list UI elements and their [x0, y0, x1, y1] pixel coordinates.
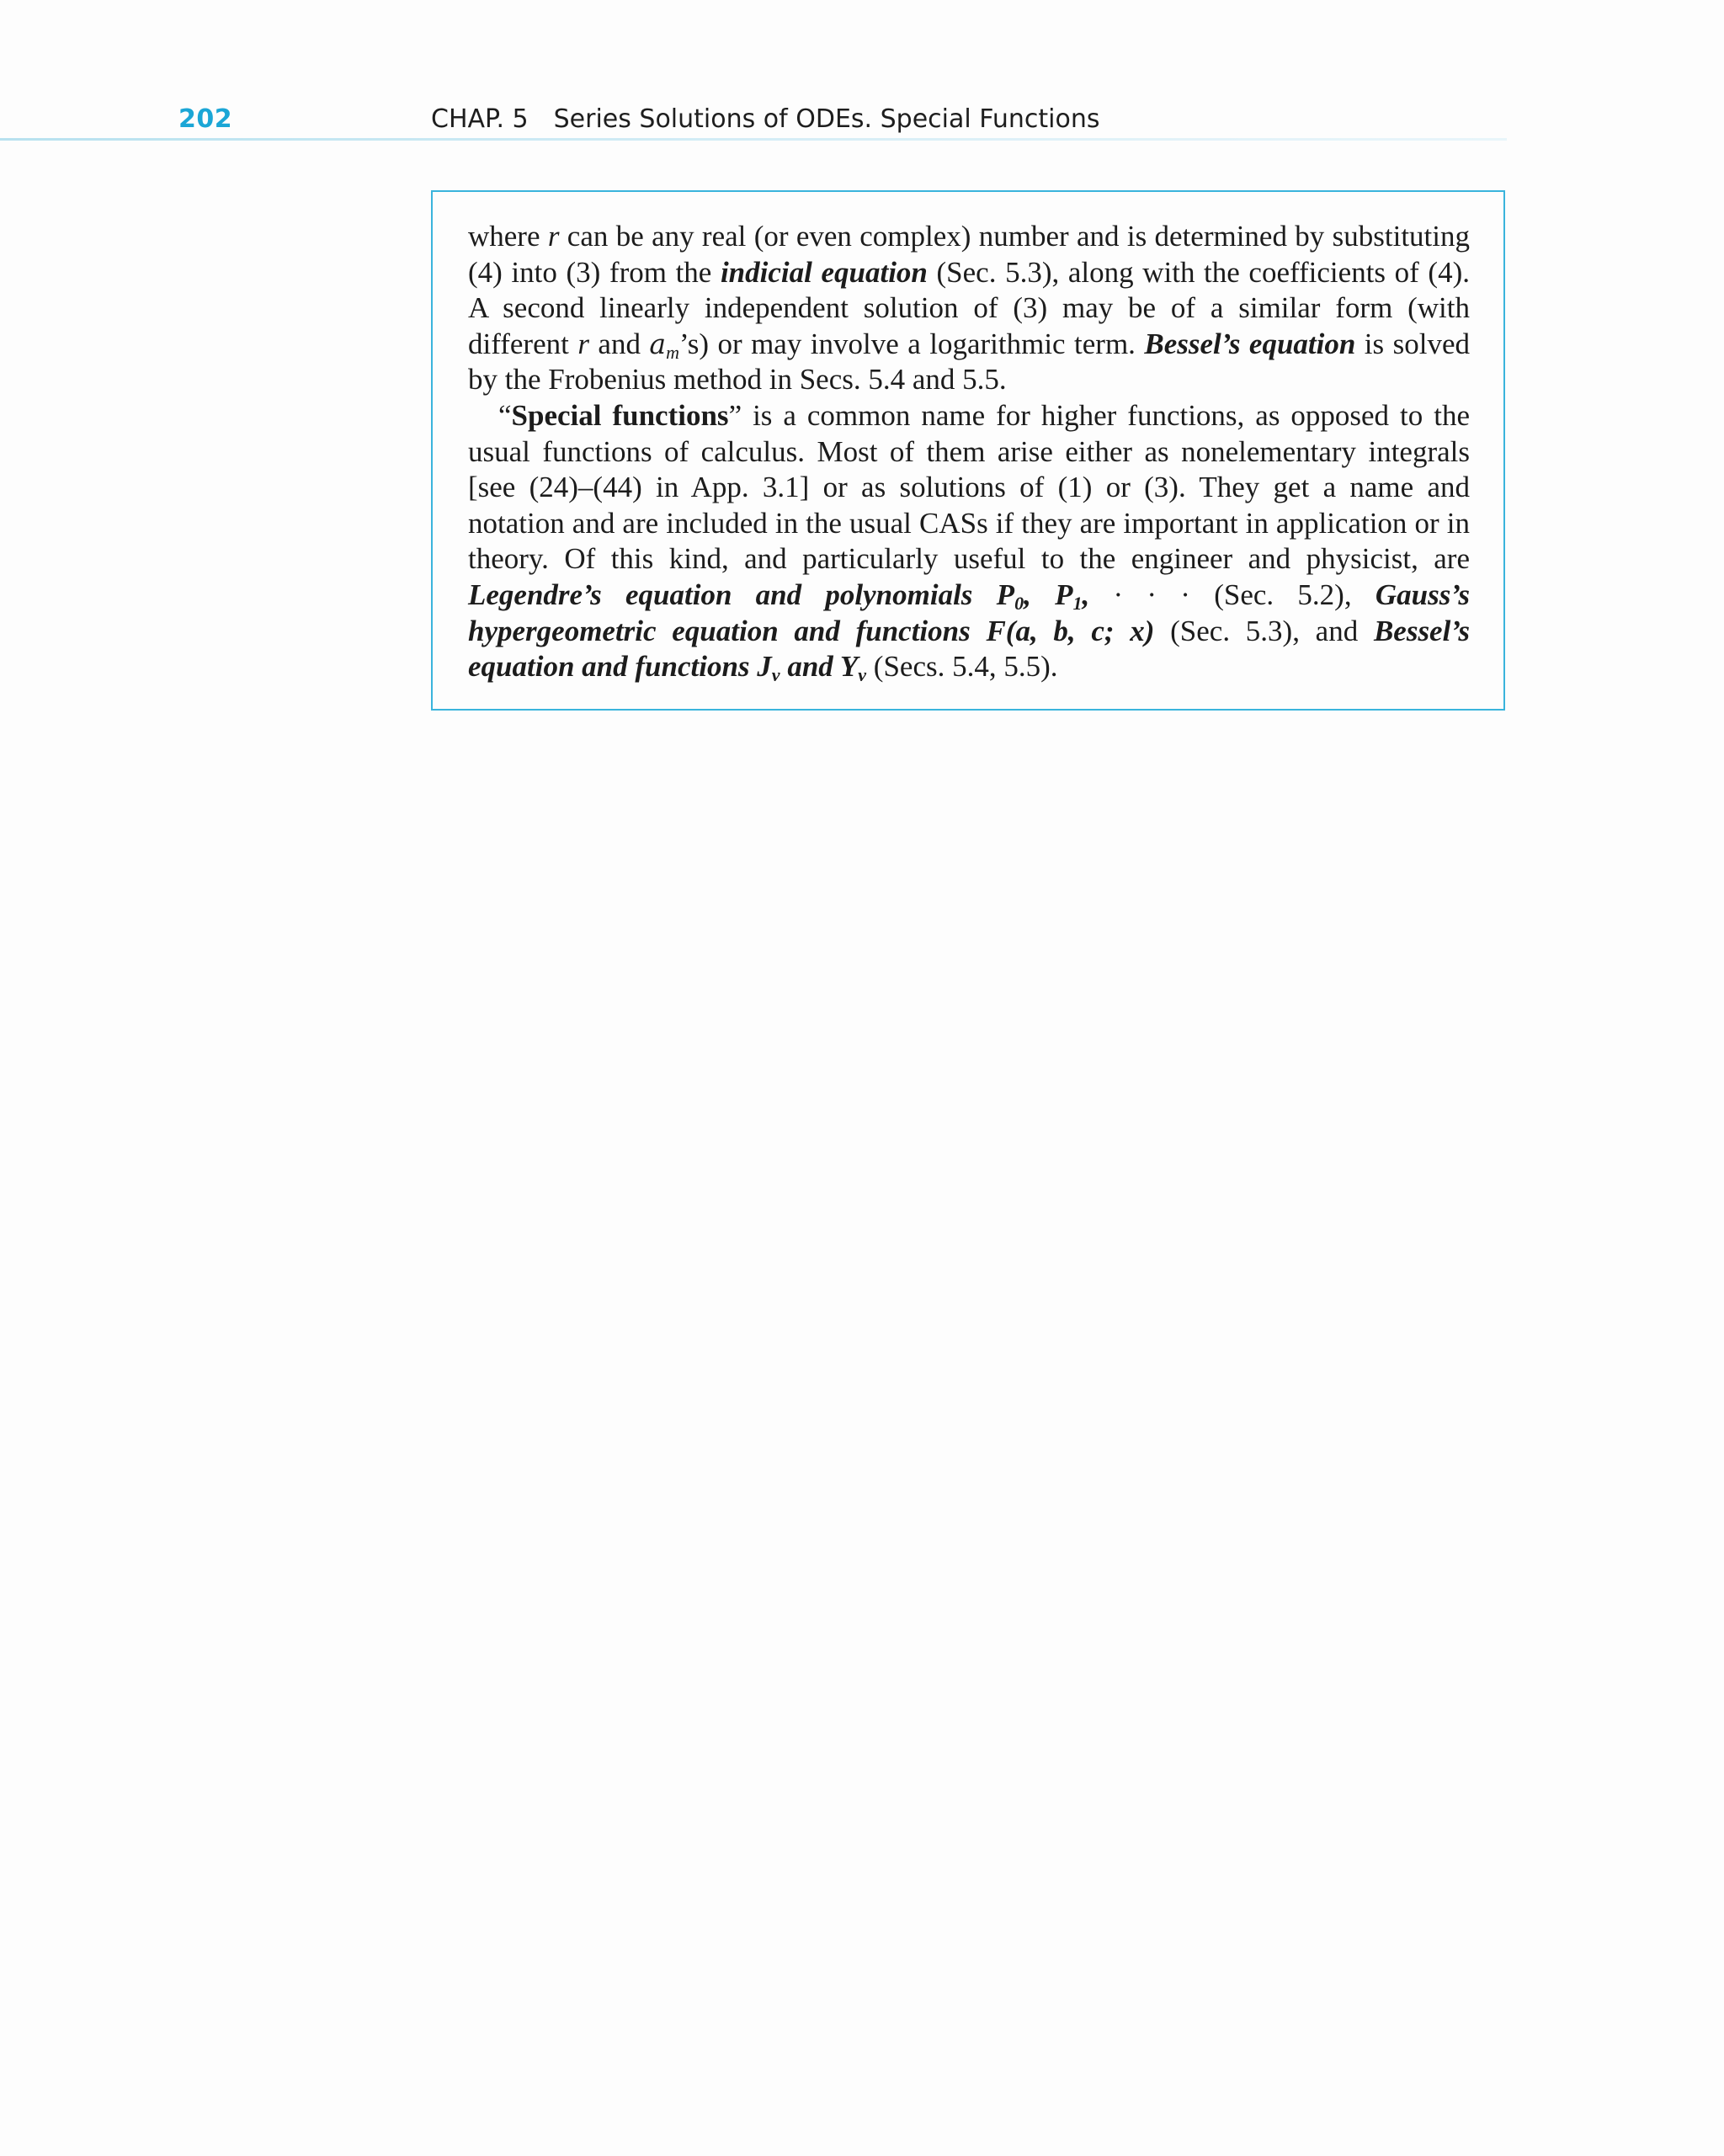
chapter-label: CHAP. 5	[431, 104, 529, 134]
subscript: ν	[771, 664, 780, 686]
ellipsis: · · ·	[1113, 578, 1190, 611]
text: can be any real (or even complex) number and is determined by substituting (4) into (3) from the	[468, 220, 1470, 289]
text: and Y	[780, 650, 859, 684]
text: (Sec. 5.2),	[1189, 578, 1375, 611]
text: Legendre’s equation and polynomials P	[468, 578, 1015, 611]
subscript: 1	[1072, 592, 1083, 614]
term-gauss: Gauss’s hypergeometric equation and functions F(a, b, c; x)	[468, 578, 1470, 647]
running-head	[431, 104, 1099, 134]
term-indicial-equation: indicial equation	[720, 255, 928, 289]
math-a: a	[649, 327, 667, 360]
text: , P	[1024, 578, 1073, 611]
text: (Sec. 5.3), and	[1154, 614, 1374, 647]
text: (Sec. 5.3), along with the coefficients of (4). A second linearly independent solution of (3) may be of a similar form (with different	[468, 255, 1470, 360]
text: Bessel’s equation and functions J	[468, 614, 1470, 684]
subscript: ν	[858, 664, 867, 686]
text: ” is a common name for higher functions, as opposed to the usual functions of calculus. Most of them arise either as nonelementary integrals [see (24)–(44) in App. 3.1] or as solutions of (1) or (3). They get a name and notation and are included in the usual CASs if they are important in application or in theory. Of this kind, and particularly useful to the engineer and physicist, are	[468, 398, 1470, 576]
summary-paragraph-2	[468, 398, 1470, 685]
text: where	[468, 220, 548, 253]
summary-paragraph-1	[468, 219, 1470, 398]
term-special-functions: Special functions	[511, 398, 729, 432]
text: “	[498, 398, 512, 432]
summary-box	[431, 190, 1505, 711]
chapter-title: Series Solutions of ODEs. Special Functions	[553, 104, 1100, 134]
text: ,	[1082, 578, 1114, 611]
text: (Secs. 5.4, 5.5).	[866, 650, 1058, 684]
term-legendre	[468, 578, 1114, 614]
text: is solved by the Frobenius method in Secs. 5.4 and 5.5.	[468, 327, 1470, 397]
text: and	[588, 327, 650, 360]
math-subscript-m: m	[666, 341, 679, 363]
text: ’s) or may involve a logarithmic term.	[679, 327, 1145, 360]
subscript: 0	[1014, 592, 1024, 614]
term-bessels-equation: Bessel’s equation	[1144, 327, 1356, 360]
math-r: r	[577, 327, 589, 360]
header-rule	[0, 138, 1507, 141]
math-r: r	[547, 220, 560, 253]
page-number: 202	[178, 104, 233, 134]
